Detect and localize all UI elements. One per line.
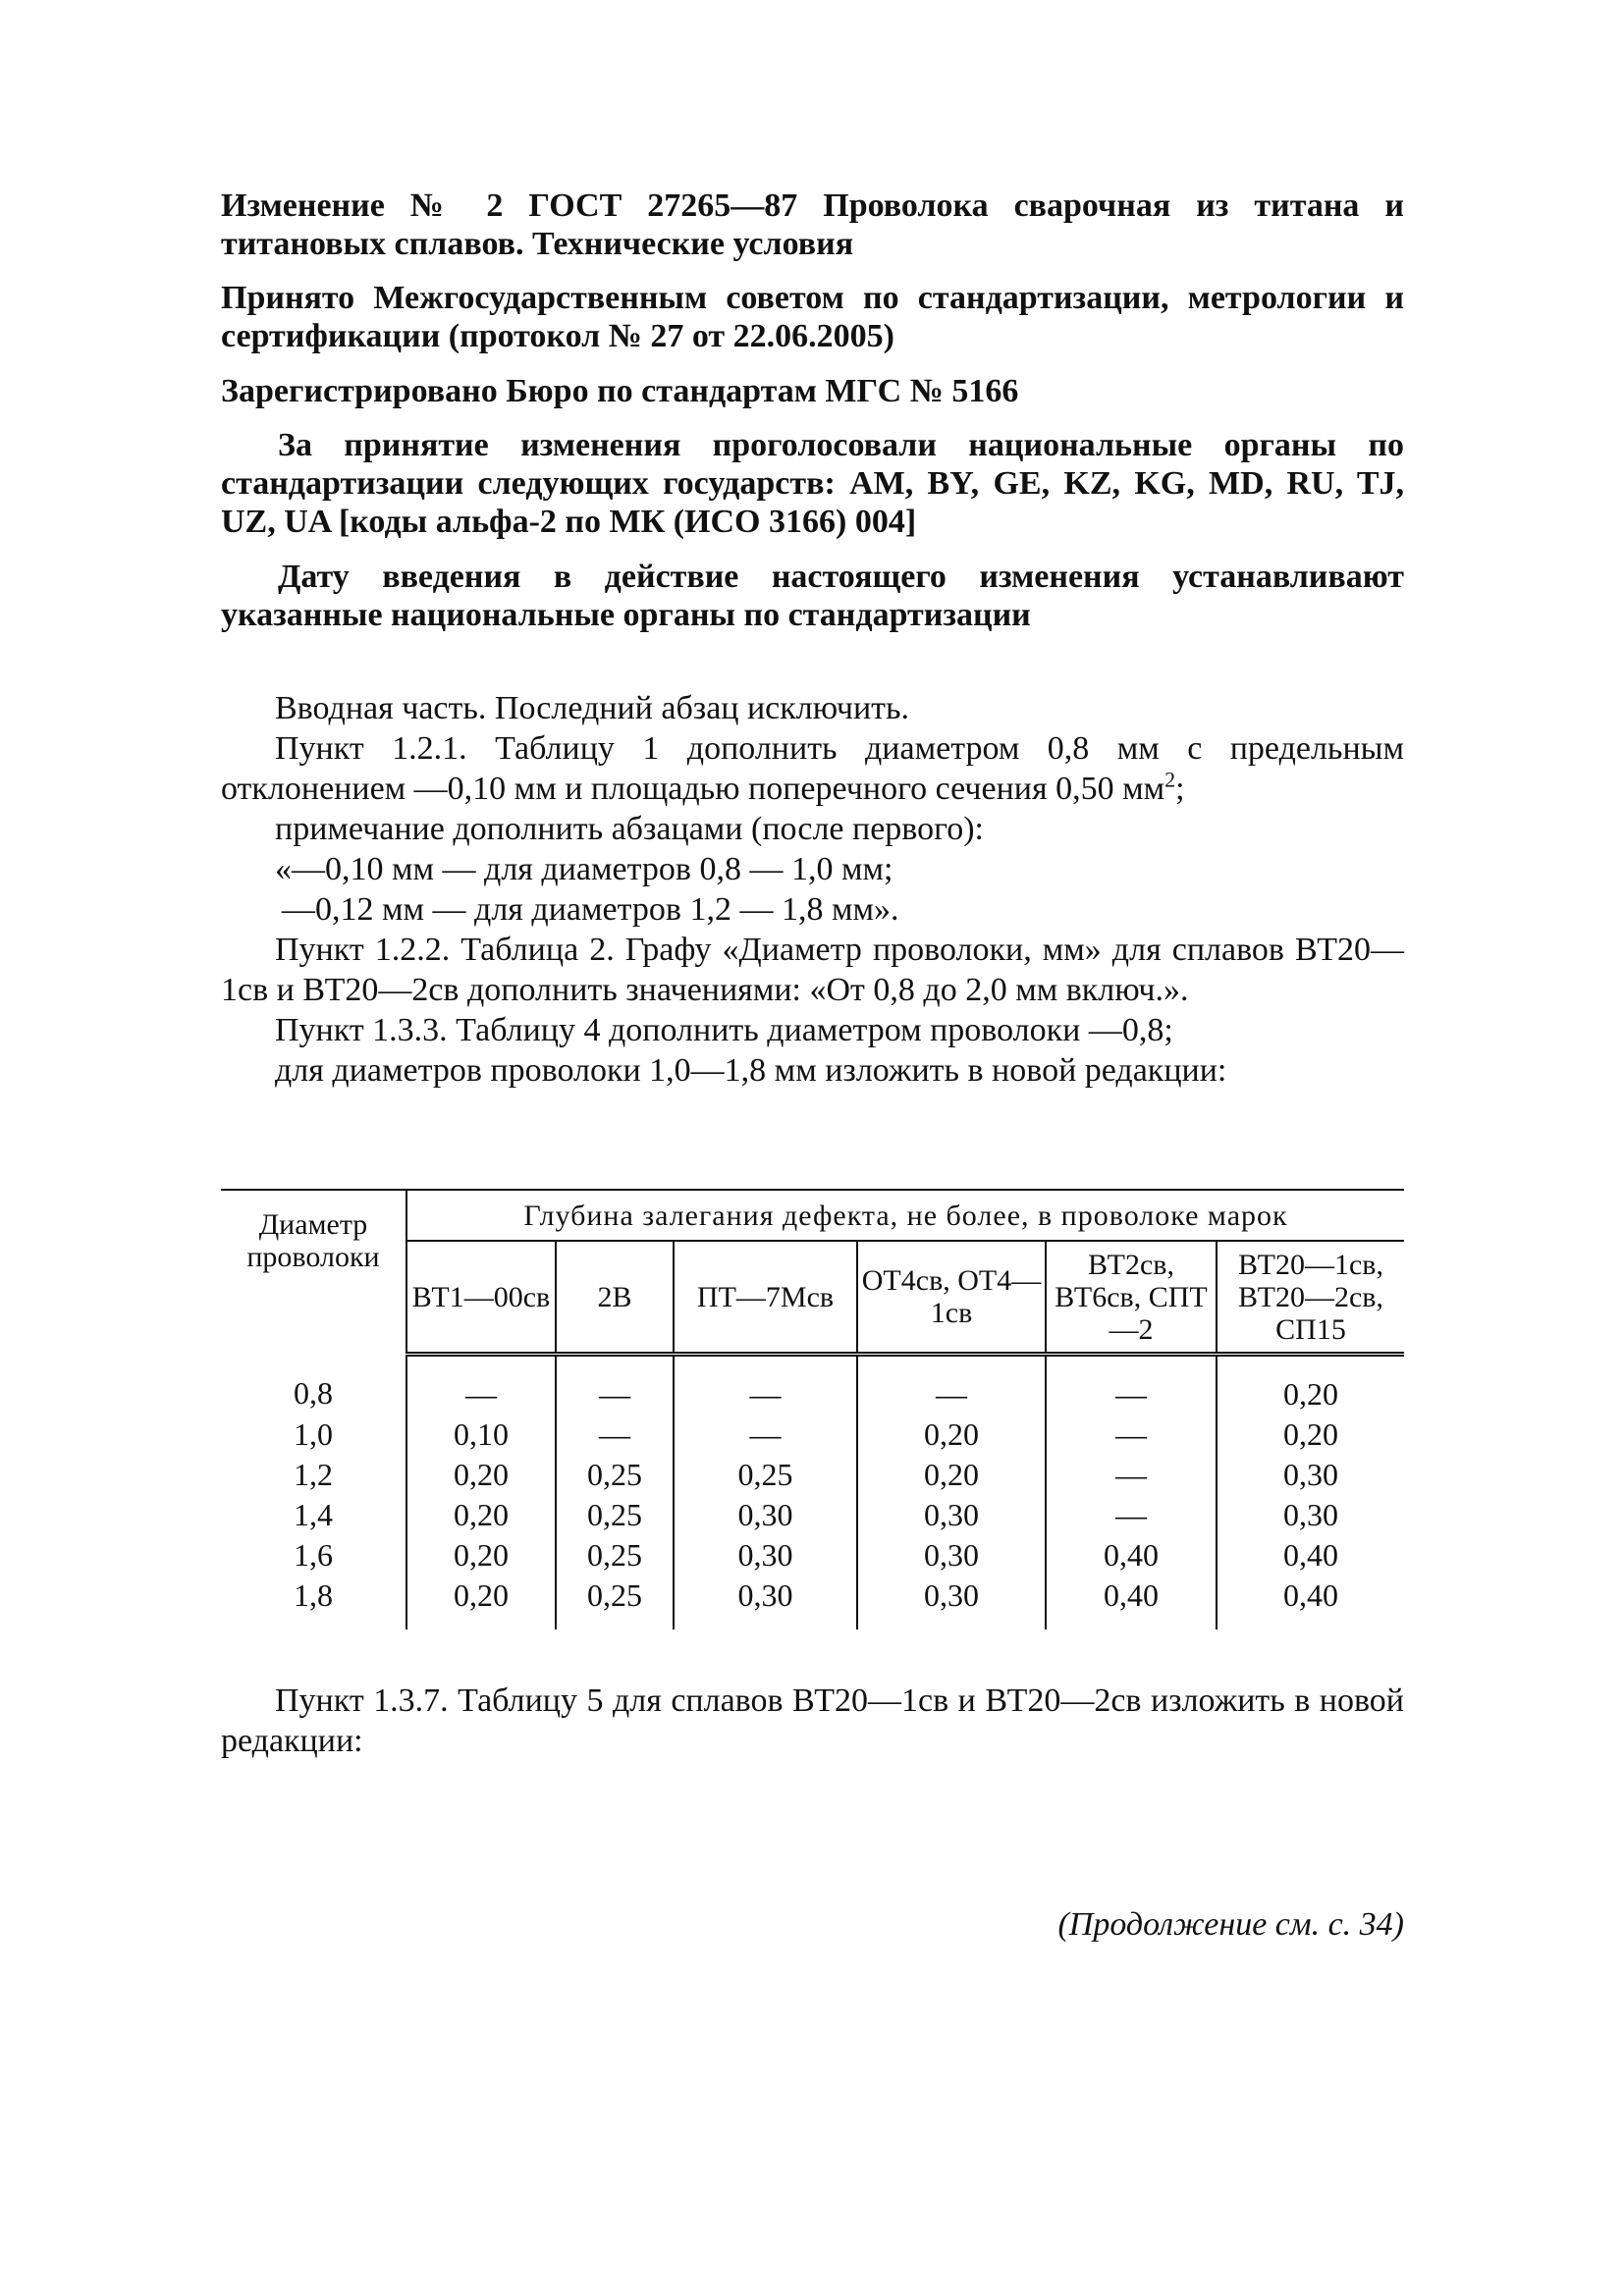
cell-depth: — — [556, 1355, 674, 1415]
col-header-grade: ВТ2св, ВТ6св, СПТ—2 — [1046, 1241, 1217, 1355]
col-header-grade: ВТ20—1св, ВТ20—2св, СП15 — [1217, 1241, 1404, 1355]
document-page — [221, 187, 1404, 1977]
table-row — [221, 1495, 1404, 1535]
cell-depth: — — [857, 1355, 1046, 1415]
amendment-body — [221, 688, 1404, 1091]
table-row — [221, 1535, 1404, 1575]
cell-diameter: 1,0 — [221, 1415, 406, 1455]
cell-depth: — — [1046, 1495, 1217, 1535]
cell-depth: 0,30 — [674, 1575, 857, 1629]
cell-depth: 0,20 — [1283, 1376, 1338, 1412]
voting-states-note: За принятие изменения проголосовали национальные органы по стандартизации следующих государств: AM, BY, GE, KZ, KG, MD, RU, TJ, UZ, UA [коды альфа-2 по МК (ИСО 3166) 004] — [221, 427, 1404, 540]
table-row — [221, 1415, 1404, 1455]
paragraph-1-2-1 — [221, 728, 1404, 809]
col-header-grade: ПТ—7Мсв — [674, 1241, 857, 1355]
cell-depth: 0,40 — [1046, 1535, 1217, 1575]
paragraph-1-2-2: Пункт 1.2.2. Таблица 2. Графу «Диаметр проволоки, мм» для сплавов ВТ20—1св и ВТ20—2св дополнить значениями: «От 0,8 до 2,0 мм включ.». — [221, 932, 1404, 1008]
cell-depth: — — [674, 1415, 857, 1455]
cell-depth: 0,25 — [556, 1575, 674, 1629]
cell-depth: 0,40 — [1046, 1575, 1217, 1629]
col-header-diameter: Диаметр проволоки — [221, 1190, 406, 1355]
amendment-body-cont — [221, 1681, 1404, 1761]
cell-depth: — — [406, 1355, 556, 1415]
paragraph-note-intro: примечание дополнить абзацами (после первого): — [275, 811, 984, 847]
continuation-note: (Продолжение см. с. 34) — [1057, 1906, 1404, 1943]
paragraph-1-3-3-cont: для диаметров проволоки 1,0—1,8 мм изложить в новой редакции: — [275, 1052, 1227, 1089]
cell-depth: — — [556, 1415, 674, 1455]
cell-diameter: 0,8 — [221, 1355, 406, 1415]
cell-depth: 0,30 — [857, 1575, 1046, 1629]
cell-diameter: 1,4 — [221, 1495, 406, 1535]
table-row — [221, 1575, 1404, 1629]
cell-depth: 0,30 — [857, 1495, 1046, 1535]
cell-depth: 0,30 — [1283, 1497, 1338, 1532]
cell-depth: 0,20 — [406, 1495, 556, 1535]
cell-depth: 0,30 — [674, 1495, 857, 1535]
paragraph-note-line-2: —0,12 мм — для диаметров 1,2 — 1,8 мм». — [282, 891, 899, 928]
cell-diameter: 1,8 — [221, 1575, 406, 1629]
paragraph-1-3-3: Пункт 1.3.3. Таблицу 4 дополнить диаметром проволоки —0,8; — [275, 1012, 1173, 1048]
effective-date-note: Дату введения в действие настоящего изменения устанавливают указанные национальные органы по стандартизации — [221, 559, 1404, 633]
cell-diameter: 1,2 — [221, 1455, 406, 1495]
cell-depth: — — [1046, 1455, 1217, 1495]
col-header-grade: 2В — [556, 1241, 674, 1355]
paragraph-1-2-1-text: Пункт 1.2.1. Таблицу 1 дополнить диаметром 0,8 мм с предельным отклонением —0,10 мм и площадью поперечного сечения 0,50 мм — [221, 730, 1404, 807]
amendment-title: Изменение № 2 ГОСТ 27265—87 Проволока сварочная из титана и титановых сплавов. Технические условия — [221, 187, 1404, 262]
paragraph-note-line-1: «—0,10 мм — для диаметров 0,8 — 1,0 мм; — [275, 851, 893, 887]
cell-depth: 0,20 — [406, 1575, 556, 1629]
paragraph-intro: Вводная часть. Последний абзац исключить. — [275, 690, 910, 726]
cell-depth: — — [1046, 1415, 1217, 1455]
cell-diameter: 1,6 — [221, 1535, 406, 1575]
unit-superscript: 2 — [1164, 767, 1176, 792]
cell-depth: 0,25 — [556, 1495, 674, 1535]
col-header-grade: ВТ1—00св — [406, 1241, 556, 1355]
cell-depth: 0,25 — [674, 1455, 857, 1495]
cell-depth: — — [1046, 1355, 1217, 1415]
table-body — [221, 1355, 1404, 1630]
adoption-note: Принято Межгосударственным советом по стандартизации, метрологии и сертификации (протокол № 27 от 22.06.2005) — [221, 280, 1404, 354]
cell-depth: 0,30 — [1283, 1457, 1338, 1492]
table-row — [221, 1355, 1404, 1415]
cell-depth: 0,20 — [857, 1415, 1046, 1455]
cell-depth: 0,20 — [857, 1455, 1046, 1495]
cell-depth: — — [674, 1355, 857, 1415]
cell-depth: 0,20 — [406, 1535, 556, 1575]
cell-depth: 0,40 — [1283, 1537, 1338, 1573]
defect-depth-table — [221, 1189, 1404, 1629]
table-row — [221, 1455, 1404, 1495]
cell-depth: 0,30 — [857, 1535, 1046, 1575]
paragraph-1-3-7: Пункт 1.3.7. Таблицу 5 для сплавов ВТ20—1св и ВТ20—2св изложить в новой редакции: — [221, 1682, 1404, 1759]
cell-depth: 0,10 — [406, 1415, 556, 1455]
cell-depth: 0,25 — [556, 1455, 674, 1495]
cell-depth: 0,20 — [1283, 1416, 1338, 1452]
cell-depth: 0,20 — [406, 1455, 556, 1495]
cell-depth: 0,25 — [556, 1535, 674, 1575]
cell-depth: 0,40 — [1283, 1577, 1338, 1613]
cell-depth: 0,30 — [674, 1535, 857, 1575]
col-header-defect-depth: Глубина залегания дефекта, не более, в проволоке марок — [406, 1190, 1404, 1241]
paragraph-1-2-1-end: ; — [1175, 771, 1185, 807]
registration-note: Зарегистрировано Бюро по стандартам МГС № 5166 — [221, 373, 1019, 409]
col-header-grade: ОТ4св, ОТ4—1св — [857, 1241, 1046, 1355]
